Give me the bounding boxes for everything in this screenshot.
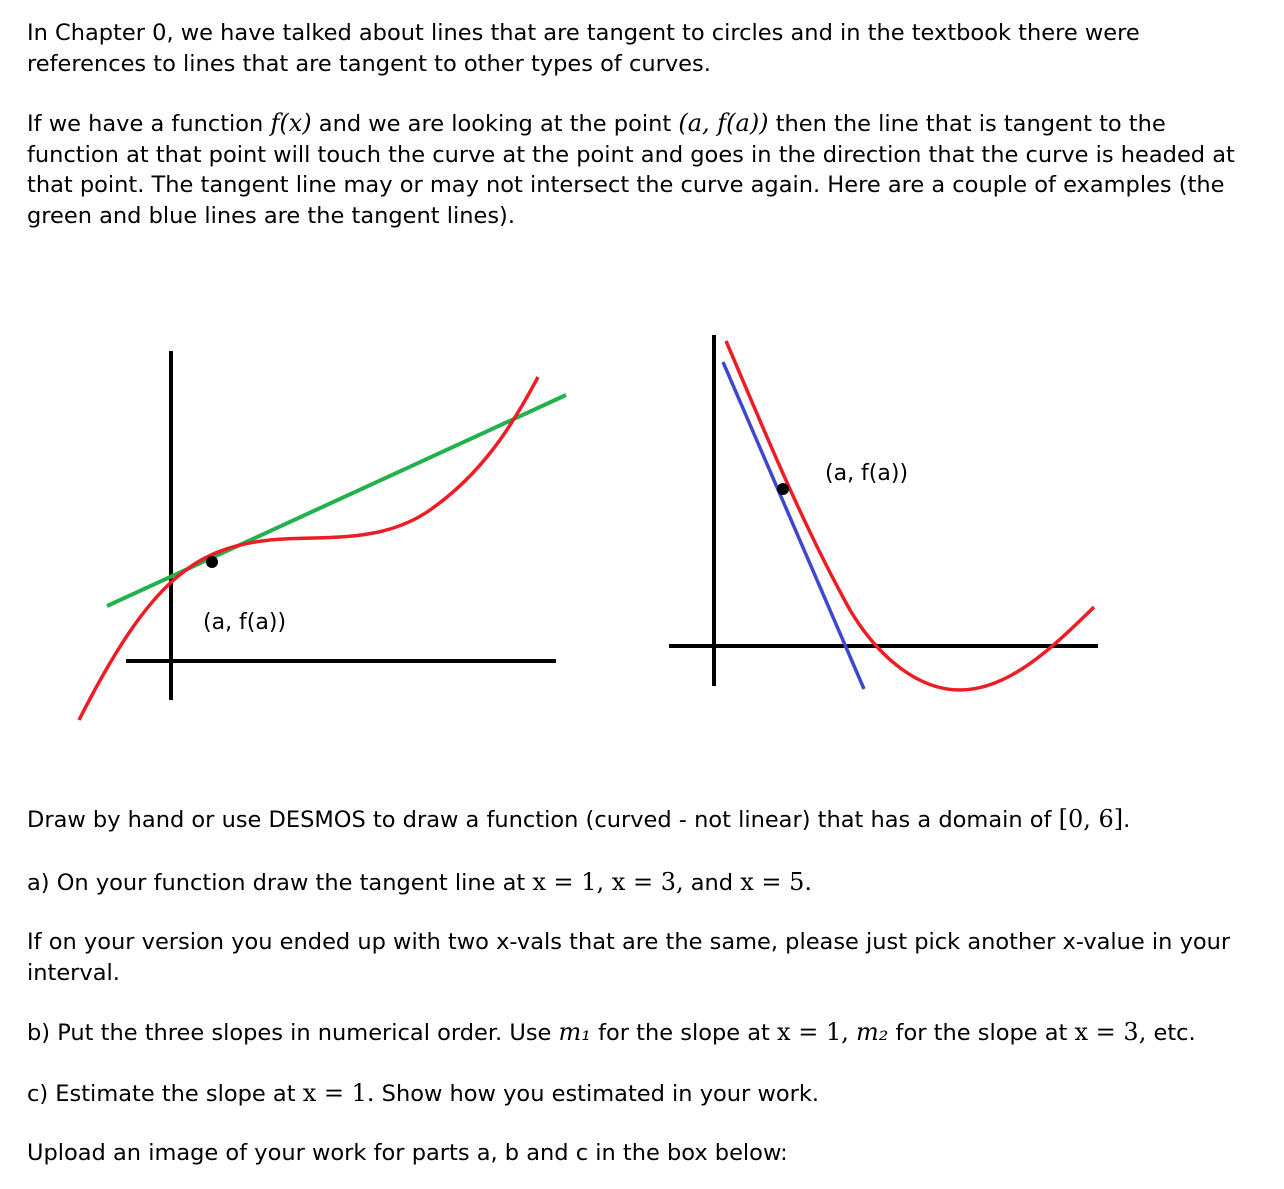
left-tangent-point (206, 556, 218, 568)
question-c-text-b: Show how you estimated in your work. (374, 1081, 820, 1107)
question-a (27, 867, 1252, 899)
right-point-label: (a, f(a)) (825, 461, 909, 486)
question-a-text: a) On your function draw the tangent line at (27, 870, 533, 896)
question-b (27, 1017, 1252, 1049)
note-paragraph: If on your version you ended up with two x-vals that are the same, please just pick another x-value in your interval. (27, 929, 1231, 986)
left-tangent-line (107, 395, 566, 606)
intro-text-b: and we are looking at the point (311, 111, 679, 137)
math-fx: f(x) (270, 109, 312, 137)
left-point-label: (a, f(a)) (203, 610, 287, 635)
right-tangent-point (777, 483, 789, 495)
question-b-text-c (849, 1020, 856, 1046)
question-b-text-a: b) Put the three slopes in numerical order. Use (27, 1020, 559, 1046)
question-c (27, 1078, 1252, 1110)
math-m1: m₁ (558, 1018, 591, 1046)
math-m2: m₂ (856, 1018, 889, 1046)
math-a-x1: x = 1, x = 3, (532, 868, 684, 896)
question-c-text-a: c) Estimate the slope at (27, 1081, 303, 1107)
left-example (79, 351, 566, 720)
intro-text-c: then the line that is tangent to the function at that point will touch the curve at the point and goes in the direction that the curve is headed at that point. The tangent line may or may not intersect the curve again. Here are a couple of examples (the green and blue lines are the tangent lines). (27, 111, 1235, 229)
left-curve (79, 377, 538, 720)
draw-end: . (1123, 807, 1131, 833)
question-b-text-e: etc. (1146, 1020, 1196, 1046)
draw-instruction (27, 804, 1252, 836)
right-example (669, 335, 1098, 690)
intro-text-a: If we have a function (27, 111, 271, 137)
intro-paragraph-2 (27, 108, 1252, 231)
question-b-text-b: for the slope at (590, 1020, 778, 1046)
math-domain: [0, 6] (1058, 805, 1124, 833)
right-tangent-line (723, 362, 864, 689)
question-a-and: and (683, 870, 741, 896)
draw-text: Draw by hand or use DESMOS to draw a function (curved - not linear) that has a domain of (27, 807, 1059, 833)
intro-paragraph-1: In Chapter 0, we have talked about lines that are tangent to circles and in the textbook there were references to lines that are tangent to other types of curves. (27, 20, 1140, 77)
math-point: (a, f(a)) (678, 109, 769, 137)
math-a-x3: x = 5. (740, 868, 813, 896)
upload-instruction: Upload an image of your work for parts a, b and c in the box below: (27, 1140, 788, 1166)
tangent-examples-figure (0, 300, 1284, 740)
question-b-text-d: for the slope at (888, 1020, 1075, 1046)
right-curve (726, 341, 1094, 690)
math-b-x1: x = 1, (777, 1018, 849, 1046)
math-b-x3: x = 3, (1074, 1018, 1147, 1046)
math-c-x: x = 1. (302, 1079, 375, 1107)
